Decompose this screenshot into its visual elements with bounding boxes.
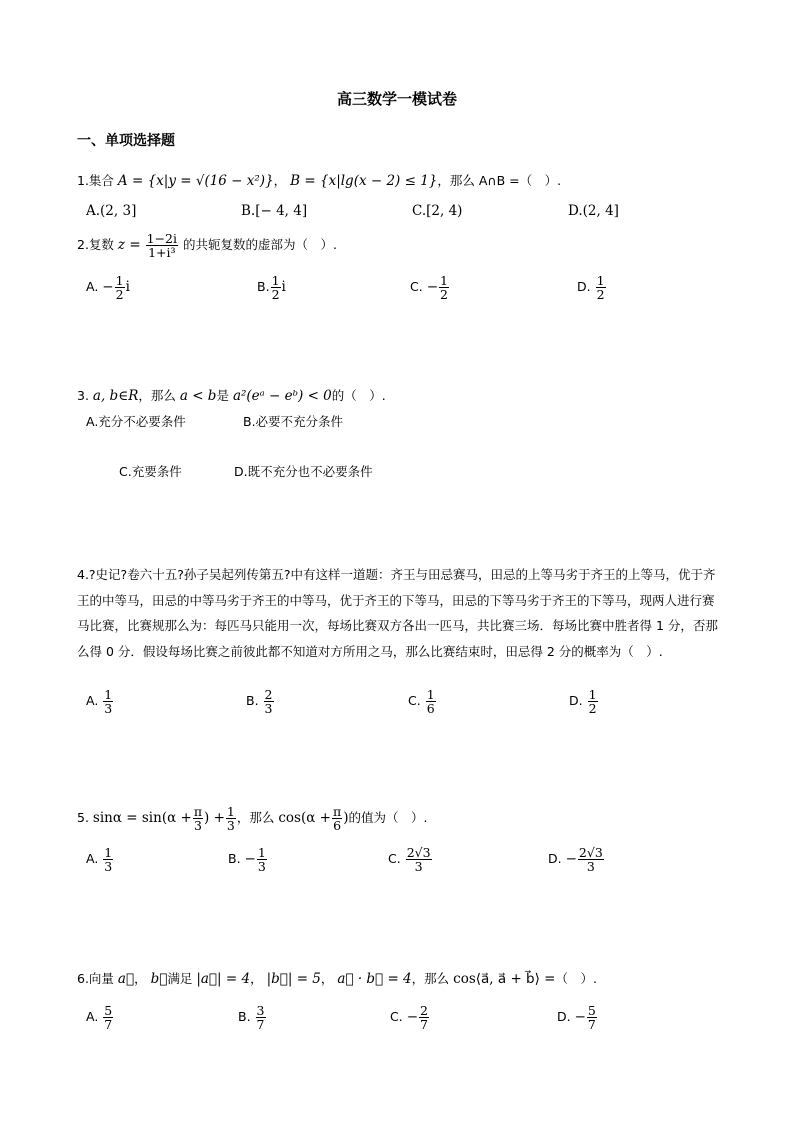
option-den: 3	[257, 859, 266, 875]
q6-option-c[interactable]	[390, 1004, 430, 1031]
option-num: 1	[257, 845, 266, 860]
option-den: 2	[440, 287, 448, 303]
q3-condition: a, b∈R	[92, 388, 139, 404]
q5-pi: π	[193, 804, 203, 819]
option-num: 1	[104, 687, 113, 702]
q5-pi-b: π	[332, 804, 342, 819]
question-5	[77, 805, 427, 832]
q5-tail: 的值为（ ）.	[348, 810, 428, 826]
q3-number: 3.	[77, 388, 89, 403]
q2-frac-num: 1−2i	[146, 231, 178, 246]
page-title: 高三数学一模试卷	[336, 90, 457, 108]
q6-comma: ，	[134, 971, 147, 986]
option-num: 1	[271, 273, 280, 288]
q6-tail: （ ）.	[555, 971, 597, 986]
option-label: C.	[408, 693, 421, 709]
option-label: B.	[257, 279, 270, 295]
option-label: A.	[86, 279, 99, 295]
q3-p1: a < b	[179, 388, 217, 404]
q5-close: )	[343, 810, 349, 827]
question-4: 4.?史记?卷六十五?孙子吴起列传第五?中有这样一道题：齐王与田忌赛马，田忌的上等马劣于齐王的上等马，优于齐王的中等马，田忌的中等马劣于齐王的中等马，优于齐王的下等马，田忌的下等马劣于齐王的下等马，现两人进行赛马比赛，比赛规那么为：每匹马只能用一次，每场比赛双方各出一匹马，共比赛三场．每场比赛中胜者得 1 分，否那么得 0 分．假设每场比赛之前彼此都不知道对方所用之马，那么比赛结束时，田忌得 2 分的概率为（ ）.	[77, 567, 718, 659]
q6-comma-b: ，	[250, 971, 263, 986]
option-num: 1	[588, 687, 597, 702]
q2-option-b[interactable]	[257, 274, 286, 301]
option-den: 7	[104, 1017, 113, 1033]
q6-mid: 满足	[167, 971, 193, 986]
q5-lhs: sinα = sin(α +	[92, 810, 192, 827]
q4-option-c[interactable]	[408, 688, 437, 715]
q6-option-b[interactable]	[238, 1004, 267, 1031]
q6-expression: cos⟨a⃗, a⃗ + b⃗⟩ =	[453, 971, 556, 987]
q1-tail: ，那么 A∩B =（ ）.	[437, 173, 562, 188]
q1-set-b: B = {x|lg(x − 2) ≤ 1}	[290, 173, 438, 189]
q5-three: 3	[193, 818, 202, 834]
option-label: C.	[410, 279, 423, 295]
option-den: 2	[115, 287, 124, 303]
option-den: 3	[264, 701, 273, 717]
option-sign: −	[426, 279, 438, 296]
q3-is: 是	[216, 388, 229, 403]
q5-option-d[interactable]	[548, 846, 605, 873]
q2-option-a[interactable]	[86, 274, 130, 301]
option-sign: −	[574, 1009, 586, 1026]
q2-option-c[interactable]	[410, 274, 450, 301]
q2-number: 2.复数	[77, 237, 114, 253]
q5-pi-6	[332, 805, 342, 832]
question-3	[77, 383, 386, 409]
q3-mid: ，那么	[138, 388, 176, 403]
option-num: 1	[426, 687, 435, 702]
q4-option-d[interactable]	[569, 688, 599, 715]
option-den: 3	[104, 701, 113, 717]
q6-vector-a: a⃗	[117, 971, 135, 987]
option-num: 2	[264, 687, 273, 702]
q6-option-a[interactable]	[86, 1004, 114, 1031]
option-sign: −	[565, 851, 577, 868]
q5-option-a[interactable]	[86, 846, 114, 873]
option-num: 2√3	[578, 845, 603, 860]
option-num: 1	[115, 273, 124, 288]
option-den: 3	[586, 859, 595, 875]
q2-frac-den: 1+i³	[148, 245, 176, 261]
q3-option-b[interactable]: B.必要不充分条件	[243, 414, 344, 429]
option-den: 2	[271, 287, 280, 303]
q4-option-b[interactable]	[246, 688, 275, 715]
q6-option-d[interactable]	[557, 1004, 598, 1031]
option-num: 1	[596, 273, 605, 288]
q6-condition-1: |a⃗| = 4	[196, 971, 251, 987]
q4-option-a[interactable]	[86, 688, 114, 715]
q5-option-c[interactable]	[388, 846, 433, 873]
q5-six: 6	[333, 818, 342, 834]
option-num: 3	[256, 1003, 265, 1018]
option-num: 1	[104, 845, 113, 860]
q1-separator: ，	[273, 173, 287, 188]
option-num: 5	[587, 1003, 596, 1018]
option-label: D.	[548, 851, 562, 867]
q5-option-b[interactable]	[228, 846, 268, 873]
section-heading: 一、单项选择题	[77, 133, 175, 149]
option-num: 5	[104, 1003, 113, 1018]
option-den: 7	[256, 1017, 265, 1033]
option-den: 3	[104, 859, 113, 875]
q3-p2: a²(eᵃ − eᵇ) < 0	[232, 388, 332, 404]
option-num: 2√3	[406, 845, 431, 860]
q5-number: 5.	[77, 810, 89, 826]
option-label: C.	[390, 1009, 403, 1025]
q6-condition-3: a⃗ · b⃗ = 4	[337, 971, 412, 987]
q6-vector-b: b⃗	[150, 971, 168, 987]
option-label: D.	[557, 1009, 571, 1025]
q1-option-b[interactable]: B.[− 4, 4]	[241, 203, 308, 219]
q1-option-a[interactable]: A.(2, 3]	[86, 203, 137, 219]
option-label: B.	[238, 1009, 251, 1025]
option-num: 2	[420, 1003, 428, 1018]
option-den: 7	[587, 1017, 596, 1033]
q6-mid2: ，那么	[411, 971, 450, 986]
option-unit: i	[125, 279, 130, 296]
q6-comma-c: ，	[320, 971, 334, 986]
q3-option-a[interactable]: A.充分不必要条件	[86, 414, 186, 429]
q1-option-d[interactable]: D.(2, 4]	[568, 203, 619, 219]
option-label: A.	[86, 1009, 99, 1025]
q5-mid: ，那么	[236, 810, 275, 826]
q6-condition-2: |b⃗| = 5	[266, 971, 321, 987]
q2-tail: 的共轭复数的虚部为（ ）.	[183, 237, 337, 253]
q5-plus: ) +	[204, 810, 225, 827]
question-1	[77, 168, 561, 194]
option-den: 2	[596, 287, 605, 303]
q2-option-d[interactable]	[577, 274, 607, 301]
q5-one: 1	[226, 804, 235, 819]
option-label: A.	[86, 851, 99, 867]
option-num: 1	[440, 273, 448, 288]
option-sign: −	[406, 1009, 418, 1026]
option-unit: i	[281, 279, 286, 296]
q2-lhs: z =	[117, 237, 141, 254]
option-label: C.	[388, 851, 401, 867]
option-label: B.	[246, 693, 259, 709]
option-label: B.	[228, 851, 241, 867]
question-2	[77, 232, 337, 259]
option-label: D.	[577, 279, 591, 295]
question-6	[77, 966, 597, 992]
q5-one-third	[226, 805, 236, 832]
option-den: 6	[426, 701, 435, 717]
option-label: D.	[569, 693, 583, 709]
q6-number: 6.向量	[77, 971, 114, 986]
q3-option-d[interactable]: D.既不充分也不必要条件	[234, 464, 373, 479]
option-sign: −	[244, 851, 256, 868]
q5-three-b: 3	[226, 818, 235, 834]
q3-option-c[interactable]: C.充要条件	[119, 464, 182, 479]
option-sign: −	[102, 279, 114, 296]
option-den: 3	[414, 859, 423, 875]
q1-set-a: A = {x|y = √(16 − x²)}	[117, 173, 274, 189]
option-den: 7	[420, 1017, 428, 1033]
q5-cos: cos(α +	[278, 810, 331, 827]
q2-fraction	[146, 232, 178, 259]
option-label: A.	[86, 693, 99, 709]
q1-number: 1.集合	[77, 173, 114, 188]
q1-option-c[interactable]: C.[2, 4)	[412, 203, 463, 219]
option-den: 2	[588, 701, 597, 717]
q3-tail: 的（ ）.	[331, 388, 386, 403]
q5-pi-3	[193, 805, 203, 832]
